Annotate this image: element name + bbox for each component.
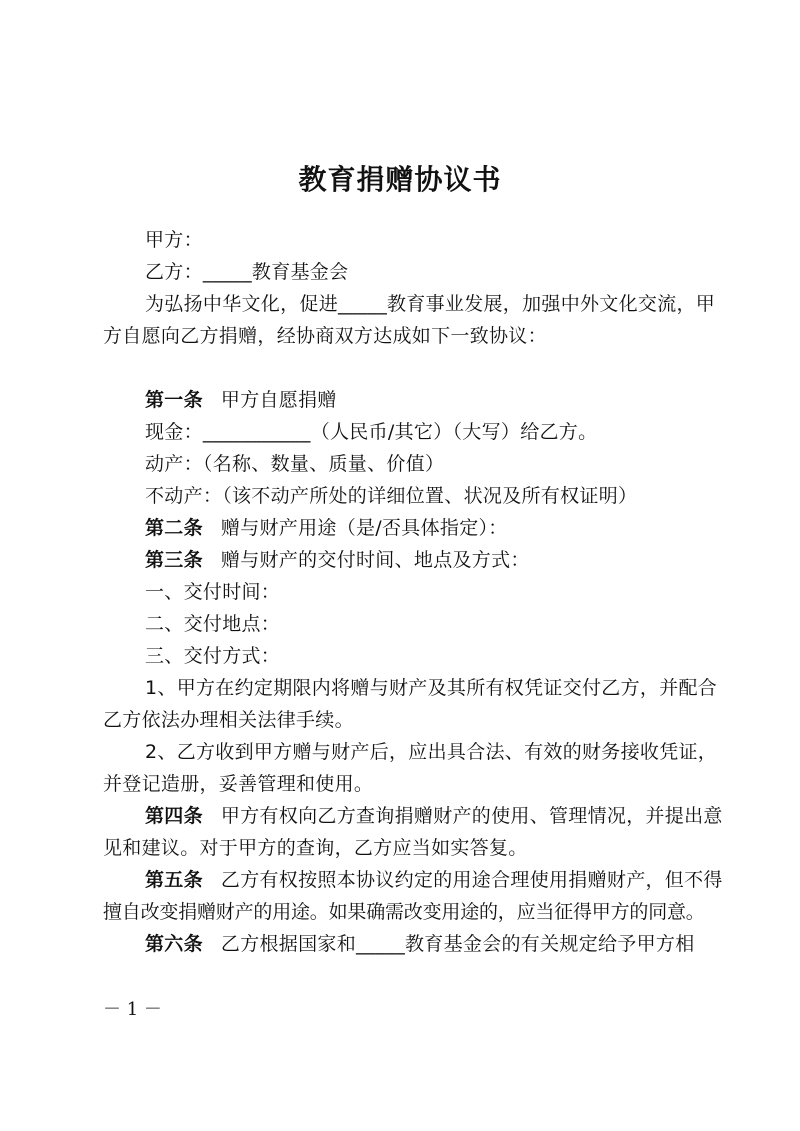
article-5-line-2: 擅自改变捐赠财产的用途。如果确需改变用途的，应当征得甲方的同意。	[103, 901, 705, 923]
page-number: － 1 －	[103, 999, 162, 1020]
article-5-line-1: 乙方有权按照本协议约定的用途合理使用捐赠财产，但不得	[220, 869, 723, 891]
preamble-line-1: 为弘扬中华文化，促进_____教育事业发展，加强中外文化交流，甲	[145, 293, 716, 315]
delivery-place-line: 二、交付地点：	[145, 613, 281, 635]
article-4	[103, 800, 723, 832]
article-5-heading: 第五条	[145, 869, 203, 891]
article-1-heading: 第一条	[145, 389, 203, 411]
item-2-line-1: 2、乙方收到甲方赠与财产后，应出具合法、有效的财务接收凭证，	[145, 741, 718, 763]
party-b-line: 乙方：_____教育基金会	[145, 261, 349, 283]
movable-line: 动产：（名称、数量、质量、价值）	[145, 453, 445, 475]
delivery-time-line: 一、交付时间：	[145, 581, 281, 603]
article-2-heading: 第二条	[145, 517, 203, 539]
article-6-heading: 第六条	[145, 933, 203, 955]
item-2-line-2: 并登记造册，妥善管理和使用。	[103, 773, 374, 795]
document-body	[103, 224, 723, 960]
article-1-title: 甲方自愿捐赠	[220, 389, 337, 411]
item-1-line-1: 1、甲方在约定期限内将赠与财产及其所有权凭证交付乙方，并配合	[145, 677, 718, 699]
immovable-line: 不动产：（该不动产所处的详细位置、状况及所有权证明）	[145, 485, 638, 507]
article-4-line-1: 甲方有权向乙方查询捐赠财产的使用、管理情况，并提出意	[220, 805, 723, 827]
article-2-text: 赠与财产用途（是/否具体指定）：	[220, 517, 508, 539]
article-4-heading: 第四条	[145, 805, 203, 827]
paragraph-spacer	[103, 352, 703, 384]
party-a-line: 甲方：	[145, 229, 203, 251]
delivery-method-line: 三、交付方式：	[145, 645, 281, 667]
article-6-line-1: 乙方根据国家和_____教育基金会的有关规定给予甲方相	[220, 933, 695, 955]
article-3-heading: 第三条	[145, 549, 203, 571]
article-4-line-2: 见和建议。对于甲方的查询，乙方应当如实答复。	[103, 837, 528, 859]
cash-line: 现金：___________（人民币/其它）（大写）给乙方。	[145, 421, 598, 443]
document-title: 教育捐赠协议书	[298, 163, 502, 196]
article-3-text: 赠与财产的交付时间、地点及方式：	[220, 549, 530, 571]
article-2	[103, 512, 703, 544]
article-6	[103, 928, 703, 960]
article-5	[103, 864, 723, 896]
article-1	[103, 384, 703, 416]
item-1-line-2: 乙方依法办理相关法律手续。	[103, 709, 354, 731]
preamble-line-2: 方自愿向乙方捐赠，经协商双方达成如下一致协议：	[103, 325, 547, 347]
article-3	[103, 544, 703, 576]
